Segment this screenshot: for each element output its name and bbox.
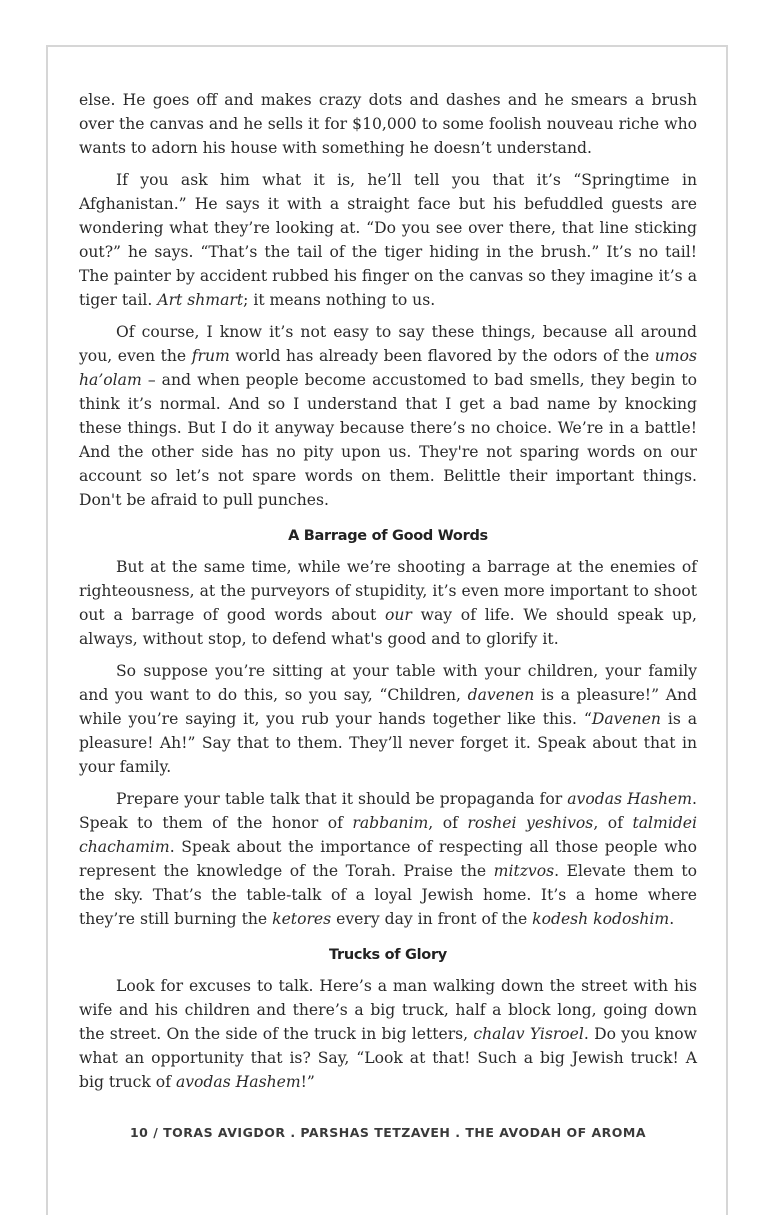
- paragraph-6: [79, 787, 697, 931]
- italic-term: kodesh kodoshim: [532, 910, 670, 928]
- page-footer: 10 / TORAS AVIGDOR . PARSHAS TETZAVEH . THE AVODAH OF AROMA: [129, 1125, 647, 1140]
- text: . Elevate them to the sky. That’s the table-talk of a loyal Jewish home. It’s a home where they’re still burning the: [79, 862, 697, 928]
- italic-term: our: [384, 606, 412, 624]
- section-heading-barrage: A Barrage of Good Words: [288, 528, 488, 544]
- text: .: [669, 910, 675, 928]
- text: Of course, I know it’s not easy to say these things, because all around you, even the: [79, 323, 697, 365]
- italic-term: roshei yeshivos: [467, 814, 594, 832]
- italic-term: ketores: [272, 910, 332, 928]
- text: Look for excuses to talk. Here’s a man walking down the street with his wife and his children and there’s a big truck, half a block long, going down the street. On the side of the truck in big letters,: [79, 977, 697, 1043]
- paragraph-4: [79, 555, 697, 651]
- text: , of: [428, 814, 468, 832]
- text: else. He goes off and makes crazy dots and dashes and he smears a brush over the canvas and he sells it for $10,000 to some foolish nouveau riche who wants to adorn his house with something he doesn’t understand.: [79, 91, 697, 157]
- paragraph-2: [79, 168, 697, 312]
- italic-term: Art shmart: [157, 291, 244, 309]
- text: way of life. We should speak up, always, without stop, to defend what's good and to glorify it.: [79, 606, 697, 648]
- text: !”: [300, 1073, 315, 1091]
- text: . Speak about the importance of respecting all those people who represent the knowledge of the Torah. Praise the: [79, 838, 697, 880]
- italic-term: chalav Yisroel: [473, 1025, 584, 1043]
- italic-term: davenen: [467, 686, 535, 704]
- text: But at the same time, while we’re shooting a barrage at the enemies of righteousness, at the purveyors of stupidity, it’s even more important to shoot out a barrage of good words about: [79, 558, 697, 624]
- italic-term: mitzvos: [493, 862, 555, 880]
- text: every day in front of the: [331, 910, 533, 928]
- italic-term: rabbanim: [352, 814, 429, 832]
- text: . Speak to them of the honor of: [79, 790, 697, 832]
- text: , of: [593, 814, 633, 832]
- text: So suppose you’re sitting at your table with your children, your family and you want to do this, so you say, “Children,: [79, 662, 697, 704]
- paragraph-1: [79, 88, 697, 160]
- text: Prepare your table talk that it should be propaganda for: [116, 790, 568, 808]
- text: If you ask him what it is, he’ll tell you that it’s “Springtime in Afghanistan.” He says it with a straight face but his befuddled guests are wondering what they’re looking at. “Do you see over there, that line sticking out?” he says. “That’s the tail of the tiger hiding in the brush.” It’s no tail! The painter by accident rubbed his finger on the canvas so they imagine it’s a tiger tail.: [79, 171, 697, 309]
- text: is a pleasure!” And while you’re saying it, you rub your hands together like this. “: [79, 686, 697, 728]
- text: is a pleasure! Ah!” Say that to them. They’ll never forget it. Speak about that in your family.: [79, 710, 697, 776]
- text: . Do you know what an opportunity that is? Say, “Look at that! Such a big Jewish truck! A big truck of: [79, 1025, 698, 1091]
- section-heading-trucks: Trucks of Glory: [329, 947, 447, 963]
- paragraph-5: [79, 659, 697, 779]
- italic-term: talmidei chachamim: [79, 814, 698, 856]
- text: world has already been flavored by the odors of the: [229, 347, 655, 365]
- italic-term: Davenen: [591, 710, 661, 728]
- italic-term: avodas Hashem: [567, 790, 693, 808]
- paragraph-7: [79, 974, 697, 1094]
- article-body: [79, 88, 697, 1102]
- italic-term: avodas Hashem: [175, 1073, 301, 1091]
- paragraph-3: [79, 320, 697, 512]
- italic-term: umos ha’olam: [79, 347, 697, 389]
- text: ; it means nothing to us.: [243, 291, 436, 309]
- text: – and when people become accustomed to bad smells, they begin to think it’s normal. And so I understand that I get a bad name by knocking these things. But I do it anyway because there’s no choice. We’re in a battle! And the other side has no pity upon us. They're not sparing words on our account so let’s not spare words on them. Belittle their important things. Don't be afraid to pull punches.: [79, 371, 697, 509]
- italic-term: frum: [191, 347, 230, 365]
